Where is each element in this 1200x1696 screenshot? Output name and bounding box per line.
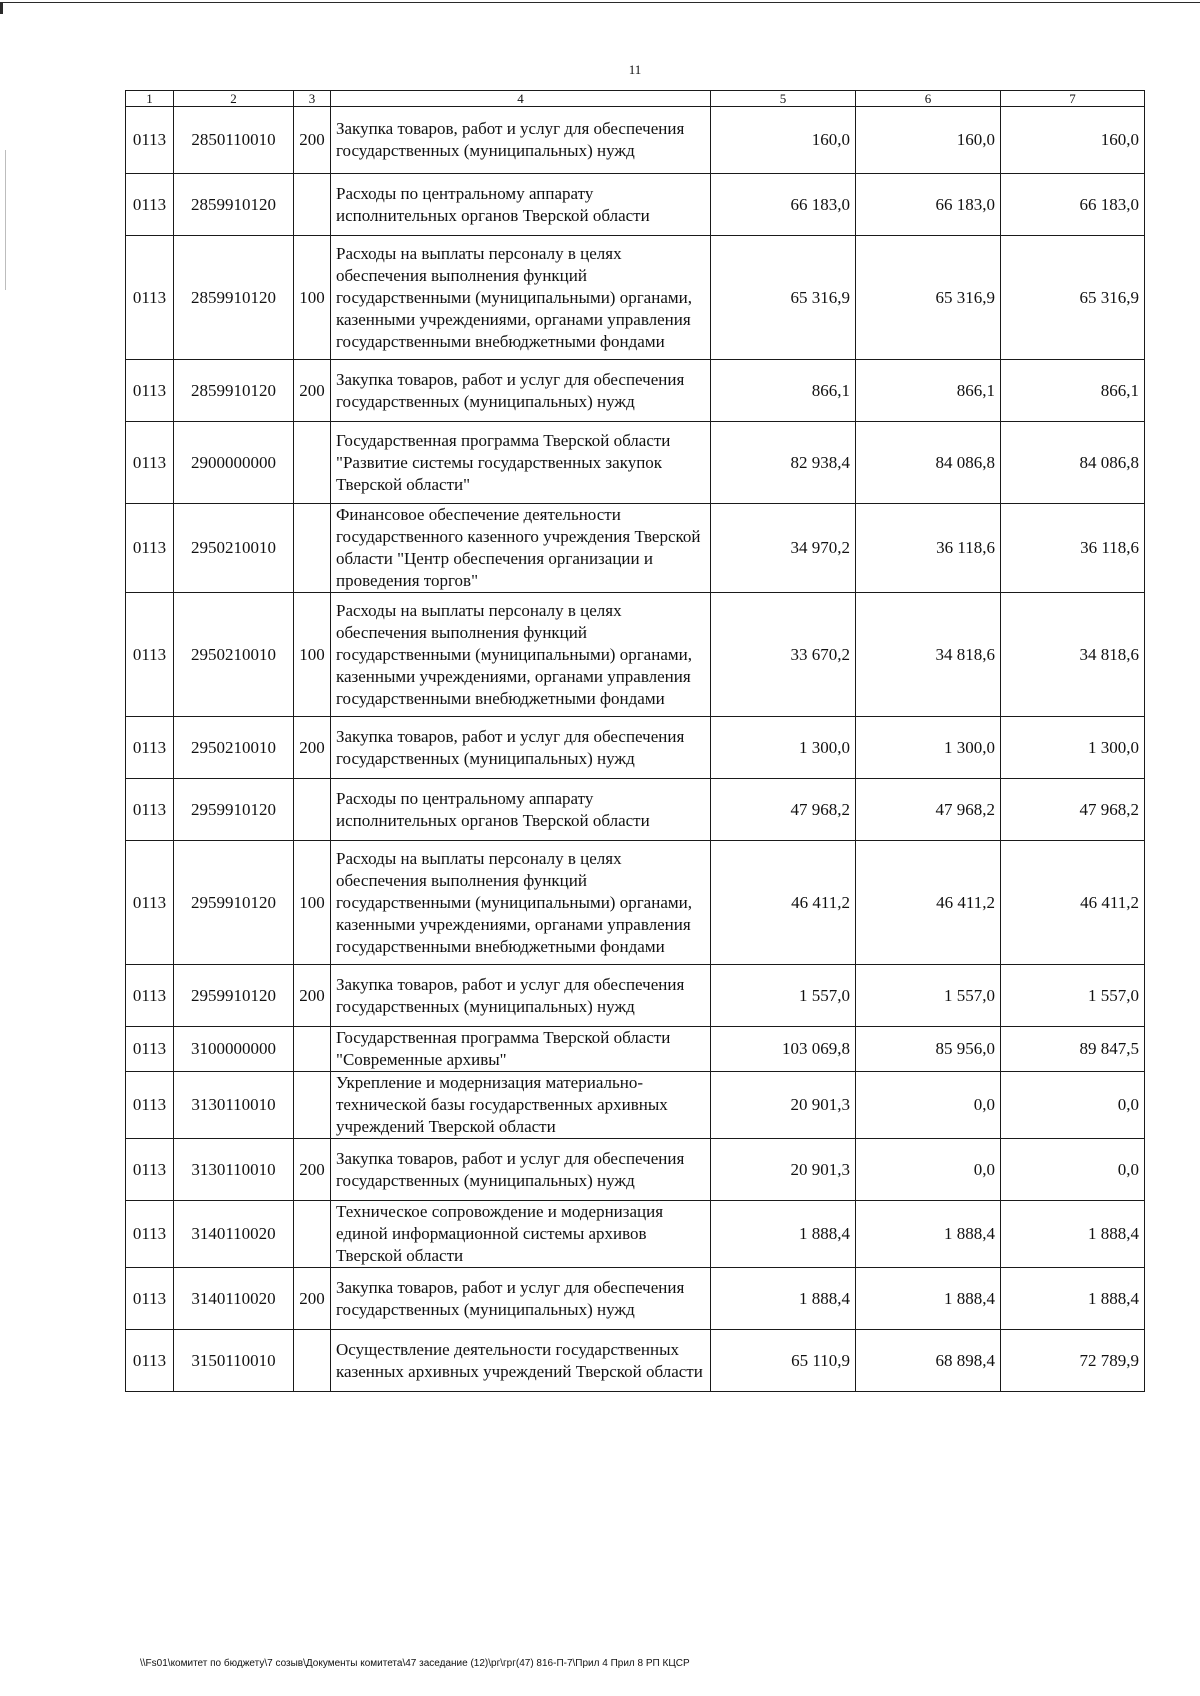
cell-description: Государственная программа Тверской области "Современные архивы" bbox=[331, 1027, 711, 1072]
cell-target-code: 3140110020 bbox=[174, 1268, 294, 1330]
budget-table bbox=[125, 90, 1145, 1392]
table-row bbox=[126, 504, 1145, 593]
cell-amount-col7: 84 086,8 bbox=[1001, 422, 1145, 504]
cell-amount-col5: 160,0 bbox=[711, 107, 856, 174]
table-row bbox=[126, 1330, 1145, 1392]
cell-target-code: 2959910120 bbox=[174, 779, 294, 841]
cell-target-code: 3130110010 bbox=[174, 1139, 294, 1201]
cell-target-code: 2959910120 bbox=[174, 841, 294, 965]
cell-description: Расходы на выплаты персоналу в целях обеспечения выполнения функций государственными (муниципальными) органами, казенными учреждениями, органами управления государственными внебюджетными фондами bbox=[331, 841, 711, 965]
table-row bbox=[126, 841, 1145, 965]
cell-section-code: 0113 bbox=[126, 1330, 174, 1392]
cell-section-code: 0113 bbox=[126, 504, 174, 593]
cell-target-code: 2859910120 bbox=[174, 360, 294, 422]
cell-description: Закупка товаров, работ и услуг для обеспечения государственных (муниципальных) нужд bbox=[331, 965, 711, 1027]
cell-section-code: 0113 bbox=[126, 593, 174, 717]
cell-expense-type: 200 bbox=[294, 717, 331, 779]
cell-amount-col7: 89 847,5 bbox=[1001, 1027, 1145, 1072]
table-row bbox=[126, 174, 1145, 236]
cell-description: Закупка товаров, работ и услуг для обеспечения государственных (муниципальных) нужд bbox=[331, 1268, 711, 1330]
cell-section-code: 0113 bbox=[126, 1072, 174, 1139]
table-header-row bbox=[126, 91, 1145, 107]
cell-amount-col7: 1 557,0 bbox=[1001, 965, 1145, 1027]
cell-amount-col5: 46 411,2 bbox=[711, 841, 856, 965]
cell-amount-col5: 1 300,0 bbox=[711, 717, 856, 779]
cell-amount-col6: 0,0 bbox=[856, 1072, 1001, 1139]
scan-edge-line bbox=[0, 2, 1200, 3]
table-row bbox=[126, 1139, 1145, 1201]
cell-description: Закупка товаров, работ и услуг для обеспечения государственных (муниципальных) нужд bbox=[331, 717, 711, 779]
cell-amount-col6: 1 888,4 bbox=[856, 1201, 1001, 1268]
table-row bbox=[126, 107, 1145, 174]
cell-amount-col6: 65 316,9 bbox=[856, 236, 1001, 360]
cell-amount-col6: 46 411,2 bbox=[856, 841, 1001, 965]
cell-description: Закупка товаров, работ и услуг для обеспечения государственных (муниципальных) нужд bbox=[331, 360, 711, 422]
cell-section-code: 0113 bbox=[126, 360, 174, 422]
footer-file-path: \\Fs01\комитет по бюджету\7 созыв\Документы комитета\47 заседание (12)\рг\грг(47) 816-П-7\Прил 4 Прил 8 РП КЦСР bbox=[140, 1658, 690, 1669]
cell-amount-col5: 66 183,0 bbox=[711, 174, 856, 236]
cell-section-code: 0113 bbox=[126, 1027, 174, 1072]
cell-target-code: 2959910120 bbox=[174, 965, 294, 1027]
cell-target-code: 3100000000 bbox=[174, 1027, 294, 1072]
table-row bbox=[126, 717, 1145, 779]
scan-edge-corner bbox=[0, 2, 3, 14]
cell-amount-col7: 46 411,2 bbox=[1001, 841, 1145, 965]
cell-section-code: 0113 bbox=[126, 717, 174, 779]
cell-amount-col6: 1 300,0 bbox=[856, 717, 1001, 779]
table-row bbox=[126, 1072, 1145, 1139]
cell-section-code: 0113 bbox=[126, 236, 174, 360]
cell-amount-col5: 1 888,4 bbox=[711, 1268, 856, 1330]
cell-expense-type: 200 bbox=[294, 107, 331, 174]
cell-amount-col6: 866,1 bbox=[856, 360, 1001, 422]
cell-amount-col7: 34 818,6 bbox=[1001, 593, 1145, 717]
cell-amount-col7: 1 300,0 bbox=[1001, 717, 1145, 779]
table-row bbox=[126, 779, 1145, 841]
cell-amount-col5: 82 938,4 bbox=[711, 422, 856, 504]
cell-section-code: 0113 bbox=[126, 779, 174, 841]
table-row bbox=[126, 593, 1145, 717]
header-col-3: 3 bbox=[294, 91, 331, 107]
cell-description: Техническое сопровождение и модернизация единой информационной системы архивов Тверской области bbox=[331, 1201, 711, 1268]
cell-amount-col7: 1 888,4 bbox=[1001, 1268, 1145, 1330]
cell-expense-type bbox=[294, 174, 331, 236]
cell-description: Укрепление и модернизация материально-технической базы государственных архивных учреждений Тверской области bbox=[331, 1072, 711, 1139]
cell-amount-col6: 66 183,0 bbox=[856, 174, 1001, 236]
cell-section-code: 0113 bbox=[126, 174, 174, 236]
cell-description: Государственная программа Тверской области "Развитие системы государственных закупок Тверской области" bbox=[331, 422, 711, 504]
cell-expense-type bbox=[294, 1201, 331, 1268]
table-row bbox=[126, 1268, 1145, 1330]
cell-target-code: 2950210010 bbox=[174, 593, 294, 717]
scan-left-mark bbox=[5, 150, 6, 290]
cell-amount-col7: 72 789,9 bbox=[1001, 1330, 1145, 1392]
cell-target-code: 2900000000 bbox=[174, 422, 294, 504]
cell-section-code: 0113 bbox=[126, 1201, 174, 1268]
cell-amount-col7: 160,0 bbox=[1001, 107, 1145, 174]
cell-amount-col5: 20 901,3 bbox=[711, 1139, 856, 1201]
cell-amount-col6: 84 086,8 bbox=[856, 422, 1001, 504]
table-row bbox=[126, 1027, 1145, 1072]
header-col-2: 2 bbox=[174, 91, 294, 107]
cell-amount-col5: 1 888,4 bbox=[711, 1201, 856, 1268]
cell-expense-type: 100 bbox=[294, 593, 331, 717]
cell-amount-col5: 103 069,8 bbox=[711, 1027, 856, 1072]
cell-amount-col6: 160,0 bbox=[856, 107, 1001, 174]
cell-amount-col5: 34 970,2 bbox=[711, 504, 856, 593]
cell-description: Расходы по центральному аппарату исполнительных органов Тверской области bbox=[331, 779, 711, 841]
cell-expense-type bbox=[294, 504, 331, 593]
cell-expense-type: 200 bbox=[294, 360, 331, 422]
header-col-7: 7 bbox=[1001, 91, 1145, 107]
cell-amount-col7: 0,0 bbox=[1001, 1139, 1145, 1201]
cell-amount-col7: 0,0 bbox=[1001, 1072, 1145, 1139]
cell-expense-type: 100 bbox=[294, 841, 331, 965]
cell-amount-col6: 34 818,6 bbox=[856, 593, 1001, 717]
cell-amount-col6: 0,0 bbox=[856, 1139, 1001, 1201]
header-col-1: 1 bbox=[126, 91, 174, 107]
cell-section-code: 0113 bbox=[126, 1268, 174, 1330]
table-row bbox=[126, 360, 1145, 422]
cell-expense-type bbox=[294, 1072, 331, 1139]
cell-description: Финансовое обеспечение деятельности государственного казенного учреждения Тверской области "Центр обеспечения организации и проведения торгов" bbox=[331, 504, 711, 593]
cell-description: Расходы на выплаты персоналу в целях обеспечения выполнения функций государственными (муниципальными) органами, казенными учреждениями, органами управления государственными внебюджетными фондами bbox=[331, 593, 711, 717]
scan-top-edge bbox=[0, 0, 1200, 14]
cell-target-code: 3150110010 bbox=[174, 1330, 294, 1392]
cell-expense-type bbox=[294, 1027, 331, 1072]
cell-amount-col6: 68 898,4 bbox=[856, 1330, 1001, 1392]
cell-target-code: 2859910120 bbox=[174, 174, 294, 236]
cell-expense-type: 200 bbox=[294, 1139, 331, 1201]
cell-amount-col6: 36 118,6 bbox=[856, 504, 1001, 593]
cell-section-code: 0113 bbox=[126, 422, 174, 504]
cell-amount-col5: 1 557,0 bbox=[711, 965, 856, 1027]
cell-amount-col7: 36 118,6 bbox=[1001, 504, 1145, 593]
cell-amount-col5: 65 316,9 bbox=[711, 236, 856, 360]
cell-section-code: 0113 bbox=[126, 1139, 174, 1201]
cell-description: Расходы на выплаты персоналу в целях обеспечения выполнения функций государственными (муниципальными) органами, казенными учреждениями, органами управления государственными внебюджетными фондами bbox=[331, 236, 711, 360]
page-number: 11 bbox=[628, 62, 642, 77]
cell-expense-type: 200 bbox=[294, 965, 331, 1027]
cell-target-code: 2859910120 bbox=[174, 236, 294, 360]
cell-amount-col5: 866,1 bbox=[711, 360, 856, 422]
cell-description: Расходы по центральному аппарату исполнительных органов Тверской области bbox=[331, 174, 711, 236]
cell-expense-type bbox=[294, 779, 331, 841]
cell-expense-type bbox=[294, 1330, 331, 1392]
cell-description: Закупка товаров, работ и услуг для обеспечения государственных (муниципальных) нужд bbox=[331, 1139, 711, 1201]
cell-amount-col5: 47 968,2 bbox=[711, 779, 856, 841]
cell-target-code: 3130110010 bbox=[174, 1072, 294, 1139]
cell-description: Закупка товаров, работ и услуг для обеспечения государственных (муниципальных) нужд bbox=[331, 107, 711, 174]
cell-amount-col5: 65 110,9 bbox=[711, 1330, 856, 1392]
cell-expense-type: 100 bbox=[294, 236, 331, 360]
cell-amount-col6: 85 956,0 bbox=[856, 1027, 1001, 1072]
cell-amount-col7: 866,1 bbox=[1001, 360, 1145, 422]
cell-section-code: 0113 bbox=[126, 841, 174, 965]
cell-amount-col6: 1 888,4 bbox=[856, 1268, 1001, 1330]
cell-target-code: 3140110020 bbox=[174, 1201, 294, 1268]
header-col-4: 4 bbox=[331, 91, 711, 107]
header-col-5: 5 bbox=[711, 91, 856, 107]
cell-section-code: 0113 bbox=[126, 965, 174, 1027]
cell-target-code: 2950210010 bbox=[174, 504, 294, 593]
cell-amount-col5: 33 670,2 bbox=[711, 593, 856, 717]
cell-amount-col6: 47 968,2 bbox=[856, 779, 1001, 841]
table-body bbox=[126, 107, 1145, 1392]
table-row bbox=[126, 422, 1145, 504]
cell-amount-col5: 20 901,3 bbox=[711, 1072, 856, 1139]
cell-target-code: 2850110010 bbox=[174, 107, 294, 174]
cell-amount-col7: 65 316,9 bbox=[1001, 236, 1145, 360]
cell-description: Осуществление деятельности государственных казенных архивных учреждений Тверской области bbox=[331, 1330, 711, 1392]
table-row bbox=[126, 965, 1145, 1027]
cell-expense-type bbox=[294, 422, 331, 504]
cell-amount-col7: 1 888,4 bbox=[1001, 1201, 1145, 1268]
cell-expense-type: 200 bbox=[294, 1268, 331, 1330]
cell-amount-col7: 66 183,0 bbox=[1001, 174, 1145, 236]
table-row bbox=[126, 236, 1145, 360]
cell-amount-col7: 47 968,2 bbox=[1001, 779, 1145, 841]
cell-section-code: 0113 bbox=[126, 107, 174, 174]
cell-target-code: 2950210010 bbox=[174, 717, 294, 779]
header-col-6: 6 bbox=[856, 91, 1001, 107]
cell-amount-col6: 1 557,0 bbox=[856, 965, 1001, 1027]
table-row bbox=[126, 1201, 1145, 1268]
